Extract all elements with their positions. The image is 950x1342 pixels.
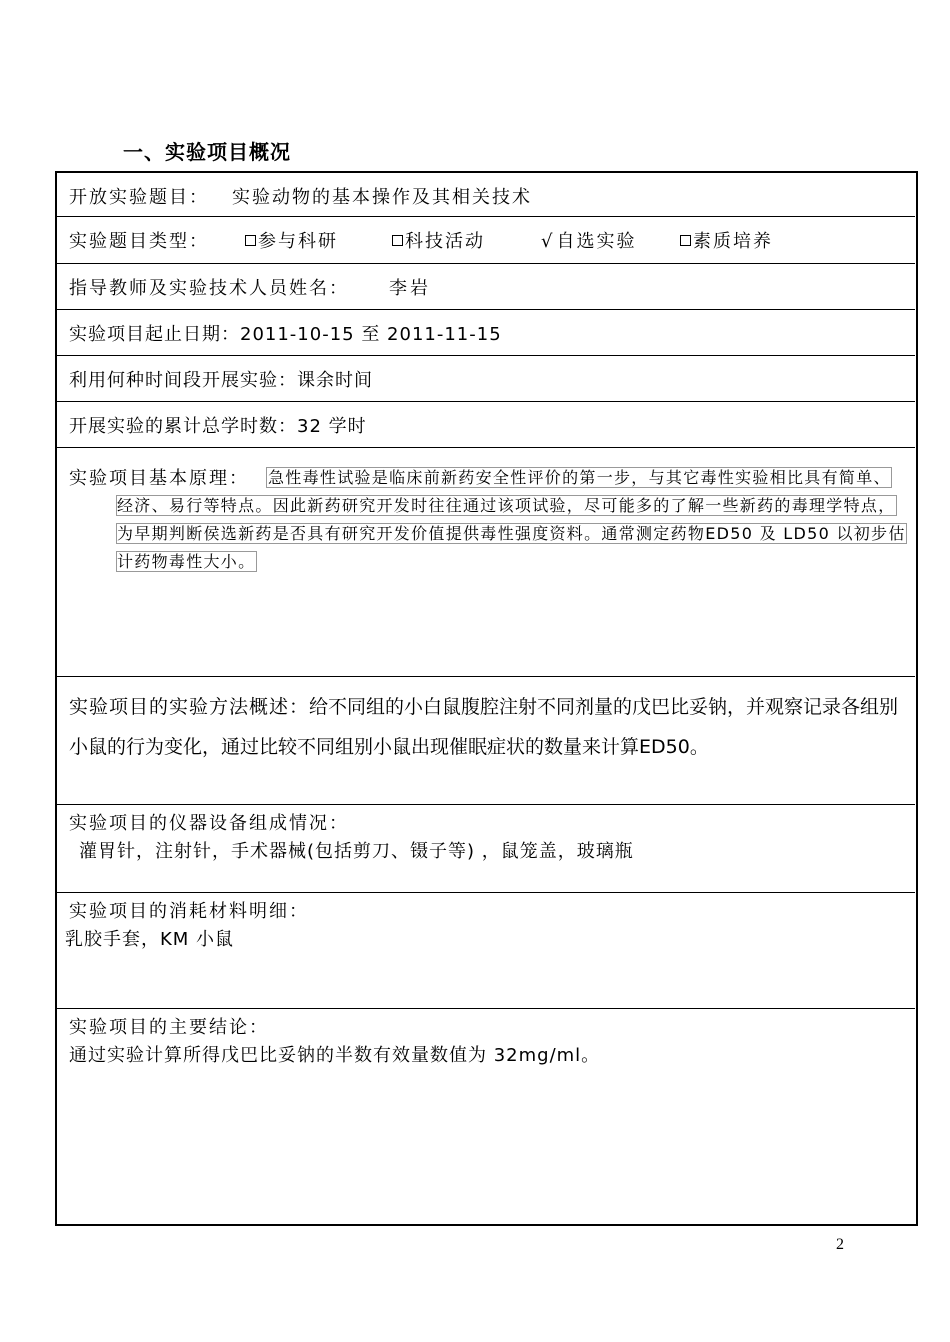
row-conclusion xyxy=(57,1009,915,1223)
principle-body: 急性毒性试验是临床前新药安全性评价的第一步，与其它毒性实验相比具有简单、经济、易行等特点。因此新药研究开发时往往通过该项试验，尽可能多的了解一些新药的毒理学特点，为早期判断侯选新药是否具有研究开发价值提供毒性强度资料。通常测定药物ED50 及 LD50 以初步估计药物毒性大小。 xyxy=(117,468,906,571)
row-method xyxy=(57,677,915,805)
type-option-quality[interactable] xyxy=(680,227,773,253)
checkbox-unchecked-icon xyxy=(245,235,256,246)
checkbox-unchecked-icon xyxy=(392,235,403,246)
row-experiment-type xyxy=(57,217,915,264)
row-consumables xyxy=(57,893,915,1009)
page-number: 2 xyxy=(836,1236,844,1253)
row-total-hours xyxy=(57,402,915,448)
method-body: 给不同组的小白鼠腹腔注射不同剂量的戊巴比妥钠，并观察记录各组别小鼠的行为变化，通过比较不同组别小鼠出现催眠症状的数量来计算ED50。 xyxy=(69,696,899,758)
method-label: 实验项目的实验方法概述： xyxy=(69,696,310,718)
type-option-self-selected[interactable] xyxy=(541,227,636,253)
method-text xyxy=(69,687,911,767)
principle-label: 实验项目基本原理： xyxy=(69,468,249,489)
date-range-text: 实验项目起止日期：2011-10-15 至 2011-11-15 xyxy=(69,324,502,345)
row-time-slot xyxy=(57,356,915,402)
conclusion-text: 通过实验计算所得戊巴比妥钠的半数有效量数值为 32mg/ml。 xyxy=(69,1045,601,1066)
row-equipment xyxy=(57,805,915,893)
instructor-name: 李岩 xyxy=(389,278,431,299)
type-option-label: 素质培养 xyxy=(693,231,773,252)
experiment-overview-table xyxy=(55,171,918,1226)
instructor-label: 指导教师及实验技术人员姓名： xyxy=(69,278,349,299)
type-option-label: 参与科研 xyxy=(258,231,338,252)
time-slot-text: 利用何种时间段开展实验：课余时间 xyxy=(69,370,373,391)
equipment-list: 灌胃针，注射针，手术器械(包括剪刀、镊子等) ，鼠笼盖，玻璃瓶 xyxy=(79,841,634,862)
experiment-type-label: 实验题目类型： xyxy=(69,231,209,252)
section-heading: 一、实验项目概况 xyxy=(123,140,291,164)
type-option-label: 自选实验 xyxy=(556,231,637,252)
principle-text xyxy=(117,464,907,576)
row-experiment-title xyxy=(57,173,915,217)
consumables-list: 乳胶手套，KM 小鼠 xyxy=(65,929,235,950)
row-principle xyxy=(57,448,915,677)
type-option-tech-activity[interactable] xyxy=(392,227,485,253)
experiment-title-value: 实验动物的基本操作及其相关技术 xyxy=(232,187,532,208)
checkmark-icon: √ xyxy=(541,231,555,252)
total-hours-text: 开展实验的累计总学时数：32 学时 xyxy=(69,416,367,437)
type-option-label: 科技活动 xyxy=(405,231,485,252)
checkbox-unchecked-icon xyxy=(680,235,691,246)
row-instructor xyxy=(57,264,915,310)
type-option-research[interactable] xyxy=(245,227,338,253)
conclusion-label: 实验项目的主要结论： xyxy=(69,1017,269,1038)
consumables-label: 实验项目的消耗材料明细： xyxy=(69,901,309,922)
row-dates xyxy=(57,310,915,356)
experiment-title-label: 开放实验题目： xyxy=(69,187,209,208)
equipment-label: 实验项目的仪器设备组成情况： xyxy=(69,813,349,834)
